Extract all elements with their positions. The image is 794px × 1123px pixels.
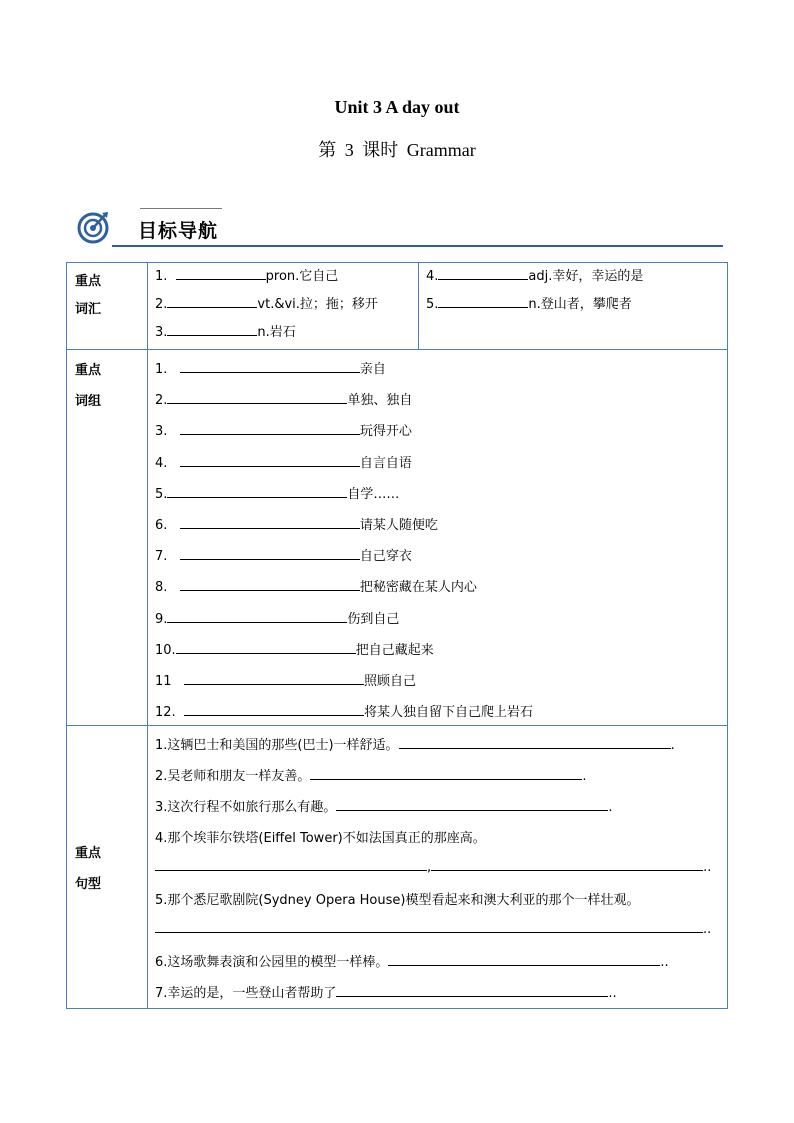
answer-blank[interactable] bbox=[167, 485, 347, 498]
study-table bbox=[66, 262, 728, 1009]
answer-blank[interactable] bbox=[438, 267, 528, 280]
vocab-left-cell bbox=[148, 263, 419, 350]
vocab-right-cell bbox=[419, 263, 728, 350]
answer-blank[interactable] bbox=[180, 360, 360, 373]
sentences-label-2: 句型 bbox=[75, 877, 102, 893]
answer-blank[interactable] bbox=[167, 610, 347, 623]
answer-blank[interactable] bbox=[176, 267, 266, 280]
phrases-label-2: 词组 bbox=[75, 394, 102, 409]
sentence-item: 1.这辆巴士和美国的那些(巴士)一样舒适。 . bbox=[155, 738, 675, 754]
vocab-header-cell bbox=[67, 263, 148, 350]
answer-blank[interactable] bbox=[167, 391, 347, 404]
section-title: 目标导航 bbox=[138, 220, 219, 242]
phrase-item: 1. 亲自 bbox=[155, 362, 386, 377]
sentence-item: 6.这场歌舞表演和公园里的模型一样棒。 .. bbox=[155, 955, 669, 971]
answer-blank[interactable] bbox=[336, 984, 608, 997]
phrase-item: 7. 自己穿衣 bbox=[155, 549, 412, 565]
sentence-answer-line: , .. bbox=[148, 858, 727, 889]
answer-blank[interactable] bbox=[155, 858, 427, 871]
answer-blank[interactable] bbox=[399, 736, 671, 749]
phrases-label-1: 重点 bbox=[75, 363, 102, 378]
answer-blank[interactable] bbox=[184, 672, 364, 685]
answer-blank[interactable] bbox=[180, 454, 360, 467]
phrase-item: 3. 玩得开心 bbox=[155, 424, 412, 440]
page-subtitle: 第 3 课时 Grammar bbox=[318, 140, 476, 160]
section-divider-top bbox=[140, 208, 222, 209]
vocab-item: 2. vt.&vi.拉；拖；移开 bbox=[155, 297, 378, 312]
phrases-cell bbox=[148, 350, 728, 726]
phrase-item: 11 照顾自己 bbox=[155, 673, 416, 689]
sentence-answer-line: .. bbox=[148, 920, 727, 951]
phrase-item: 4. 自言自语 bbox=[155, 455, 412, 471]
phrase-item: 12. 将某人独自留下自己爬上岩石 bbox=[155, 705, 533, 721]
answer-blank[interactable] bbox=[336, 798, 608, 811]
page-title: Unit 3 A day out bbox=[334, 97, 460, 117]
answer-blank[interactable] bbox=[431, 858, 703, 871]
answer-blank[interactable] bbox=[180, 516, 360, 529]
answer-blank[interactable] bbox=[167, 323, 257, 336]
answer-blank[interactable] bbox=[184, 703, 364, 716]
vocab-label-2: 词汇 bbox=[75, 302, 102, 317]
vocab-label-1: 重点 bbox=[75, 274, 102, 289]
answer-blank[interactable] bbox=[176, 641, 356, 654]
answer-blank[interactable] bbox=[180, 547, 360, 560]
answer-blank[interactable] bbox=[180, 422, 360, 435]
sentence-item: 4.那个埃菲尔铁塔(Eiffel Tower)不如法国真正的那座高。 bbox=[155, 831, 486, 847]
vocab-item: 3. n.岩石 bbox=[155, 325, 296, 340]
sentences-label-1: 重点 bbox=[75, 846, 102, 862]
sentence-item: 2.吴老师和朋友一样友善。 . bbox=[155, 769, 587, 785]
target-icon bbox=[76, 210, 110, 244]
answer-blank[interactable] bbox=[438, 295, 528, 308]
sentence-item: 7.幸运的是，一些登山者帮助了 .. bbox=[155, 986, 617, 1002]
sentences-header-cell bbox=[67, 726, 148, 1009]
vocab-item: 5. n.登山者，攀爬者 bbox=[426, 297, 632, 312]
section-divider-bottom bbox=[112, 245, 723, 247]
sentence-item: 3.这次行程不如旅行那么有趣。 . bbox=[155, 800, 613, 816]
phrase-item: 2. 单独、独自 bbox=[155, 393, 413, 409]
phrases-header-cell bbox=[67, 350, 148, 726]
phrase-item: 8. 把秘密藏在某人内心 bbox=[155, 580, 477, 596]
phrase-item: 9. 伤到自己 bbox=[155, 611, 400, 627]
sentences-cell bbox=[148, 726, 728, 1009]
phrase-item: 6. 请某人随便吃 bbox=[155, 517, 438, 533]
vocab-item: 1. pron.它自己 bbox=[155, 269, 339, 284]
answer-blank[interactable] bbox=[155, 920, 703, 933]
answer-blank[interactable] bbox=[388, 953, 660, 966]
sentence-item: 5.那个悉尼歌剧院(Sydney Opera House)模型看起来和澳大利亚的那个一样壮观。 bbox=[155, 893, 640, 909]
vocab-item: 4. adj.幸好，幸运的是 bbox=[426, 269, 644, 284]
phrase-item: 10. 把自己藏起来 bbox=[155, 642, 434, 658]
phrase-item: 5. 自学…… bbox=[155, 486, 400, 502]
answer-blank[interactable] bbox=[180, 578, 360, 591]
answer-blank[interactable] bbox=[167, 295, 257, 308]
answer-blank[interactable] bbox=[310, 767, 582, 780]
